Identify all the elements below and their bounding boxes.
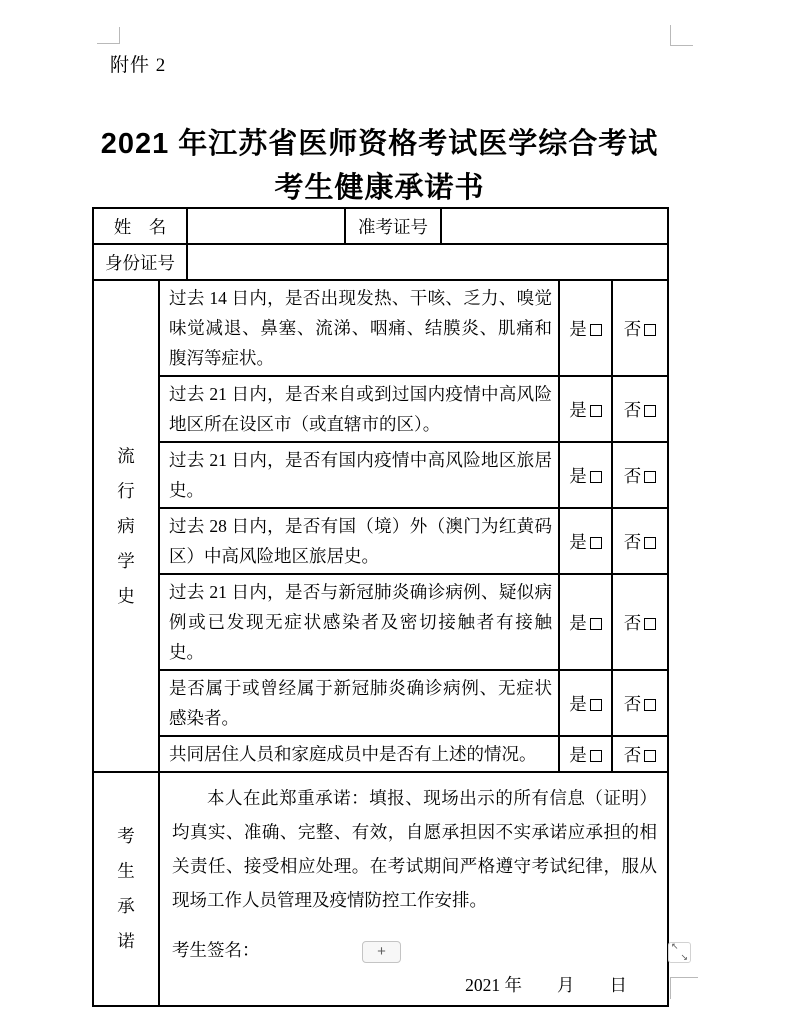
margin-crop-mark-top-left (97, 27, 120, 44)
question-row (93, 670, 668, 736)
yes-checkbox[interactable] (590, 699, 602, 711)
no-checkbox[interactable] (644, 537, 656, 549)
no-cell (612, 442, 668, 508)
id-label: 身份证号 (93, 244, 187, 280)
question-row (93, 574, 668, 670)
yes-cell (559, 670, 612, 736)
no-checkbox[interactable] (644, 324, 656, 336)
yes-cell (559, 376, 612, 442)
no-cell (612, 508, 668, 574)
resize-arrow-se-icon: ↘ (680, 953, 688, 963)
name-label: 姓 名 (93, 208, 187, 244)
ticket-input-cell[interactable] (441, 208, 668, 244)
yes-label: 是 (569, 612, 587, 633)
no-checkbox[interactable] (644, 618, 656, 630)
yes-cell (559, 508, 612, 574)
commitment-section-label: 考 生 承 诺 (93, 772, 159, 1006)
attachment-label: 附件 2 (110, 55, 167, 76)
yes-checkbox[interactable] (590, 471, 602, 483)
table-resize-handle[interactable] (668, 942, 691, 963)
no-label: 否 (623, 465, 642, 486)
commitment-text: 本人在此郑重承诺：填报、现场出示的所有信息（证明）均真实、准确、完整、有效，自愿承担因不实承诺应承担的相关责任、接受相应处理。在考试期间严格遵守考试纪律，服从现场工作人员管理及疫情防控工作安排。 (172, 788, 657, 910)
epidemiology-table (92, 279, 669, 773)
no-label: 否 (623, 399, 642, 420)
question-text: 过去 21 日内，是否与新冠肺炎确诊病例、疑似病例或已发现无症状感染者及密切接触者有接触史。 (159, 574, 559, 670)
no-cell (612, 376, 668, 442)
yes-checkbox[interactable] (590, 618, 602, 630)
commitment-table (92, 771, 669, 1007)
resize-arrow-nw-icon: ↖ (671, 942, 679, 952)
identity-table (92, 207, 669, 281)
no-cell (612, 280, 668, 376)
question-text: 过去 21 日内，是否有国内疫情中高风险地区旅居史。 (159, 442, 559, 508)
yes-label: 是 (569, 399, 587, 420)
margin-crop-mark-top-right (670, 25, 693, 46)
signature-label[interactable]: 考生签名： (172, 940, 260, 960)
question-row (93, 508, 668, 574)
margin-crop-mark-bottom-right (670, 977, 698, 999)
question-text: 过去 28 日内，是否有国（境）外（澳门为红黄码区）中高风险地区旅居史。 (159, 508, 559, 574)
ticket-label: 准考证号 (345, 208, 441, 244)
table-add-button[interactable]: + (362, 941, 401, 963)
date-line[interactable]: 2021 年 月 日 (465, 975, 627, 995)
yes-label: 是 (569, 531, 587, 552)
id-row (93, 244, 668, 280)
title-line-1: 2021 年江苏省医师资格考试医学综合考试 (100, 128, 659, 160)
yes-cell (559, 574, 612, 670)
no-label: 否 (623, 744, 642, 765)
question-text: 过去 14 日内，是否出现发热、干咳、乏力、嗅觉味觉减退、鼻塞、流涕、咽痛、结膜炎、肌痛和腹泻等症状。 (159, 280, 559, 376)
question-text: 共同居住人员和家庭成员中是否有上述的情况。 (159, 736, 559, 772)
form-table (92, 207, 667, 1007)
no-label: 否 (623, 531, 642, 552)
question-row (93, 376, 668, 442)
no-cell (612, 574, 668, 670)
question-row (93, 442, 668, 508)
yes-checkbox[interactable] (590, 750, 602, 762)
no-label: 否 (623, 612, 642, 633)
question-text: 过去 21 日内，是否来自或到过国内疫情中高风险地区所在设区市（或直辖市的区）。 (159, 376, 559, 442)
title-line-2: 考生健康承诺书 (274, 172, 485, 204)
no-checkbox[interactable] (644, 750, 656, 762)
no-checkbox[interactable] (644, 471, 656, 483)
no-checkbox[interactable] (644, 405, 656, 417)
question-row (93, 280, 668, 376)
no-cell (612, 736, 668, 772)
no-cell (612, 670, 668, 736)
yes-label: 是 (569, 744, 587, 765)
yes-checkbox[interactable] (590, 537, 602, 549)
name-input-cell[interactable] (187, 208, 345, 244)
question-text: 是否属于或曾经属于新冠肺炎确诊病例、无症状感染者。 (159, 670, 559, 736)
epidemiology-section-label: 流 行 病 学 史 (93, 280, 159, 772)
no-label: 否 (623, 318, 642, 339)
commitment-content (159, 772, 668, 1006)
document-title (92, 122, 667, 210)
no-label: 否 (623, 693, 642, 714)
yes-checkbox[interactable] (590, 405, 602, 417)
yes-label: 是 (569, 693, 587, 714)
no-checkbox[interactable] (644, 699, 656, 711)
yes-cell (559, 442, 612, 508)
yes-label: 是 (569, 465, 587, 486)
id-input-cell[interactable] (187, 244, 668, 280)
name-row (93, 208, 668, 244)
question-row (93, 736, 668, 772)
yes-label: 是 (569, 318, 587, 339)
yes-cell (559, 280, 612, 376)
commitment-row (93, 772, 668, 1006)
yes-cell (559, 736, 612, 772)
yes-checkbox[interactable] (590, 324, 602, 336)
